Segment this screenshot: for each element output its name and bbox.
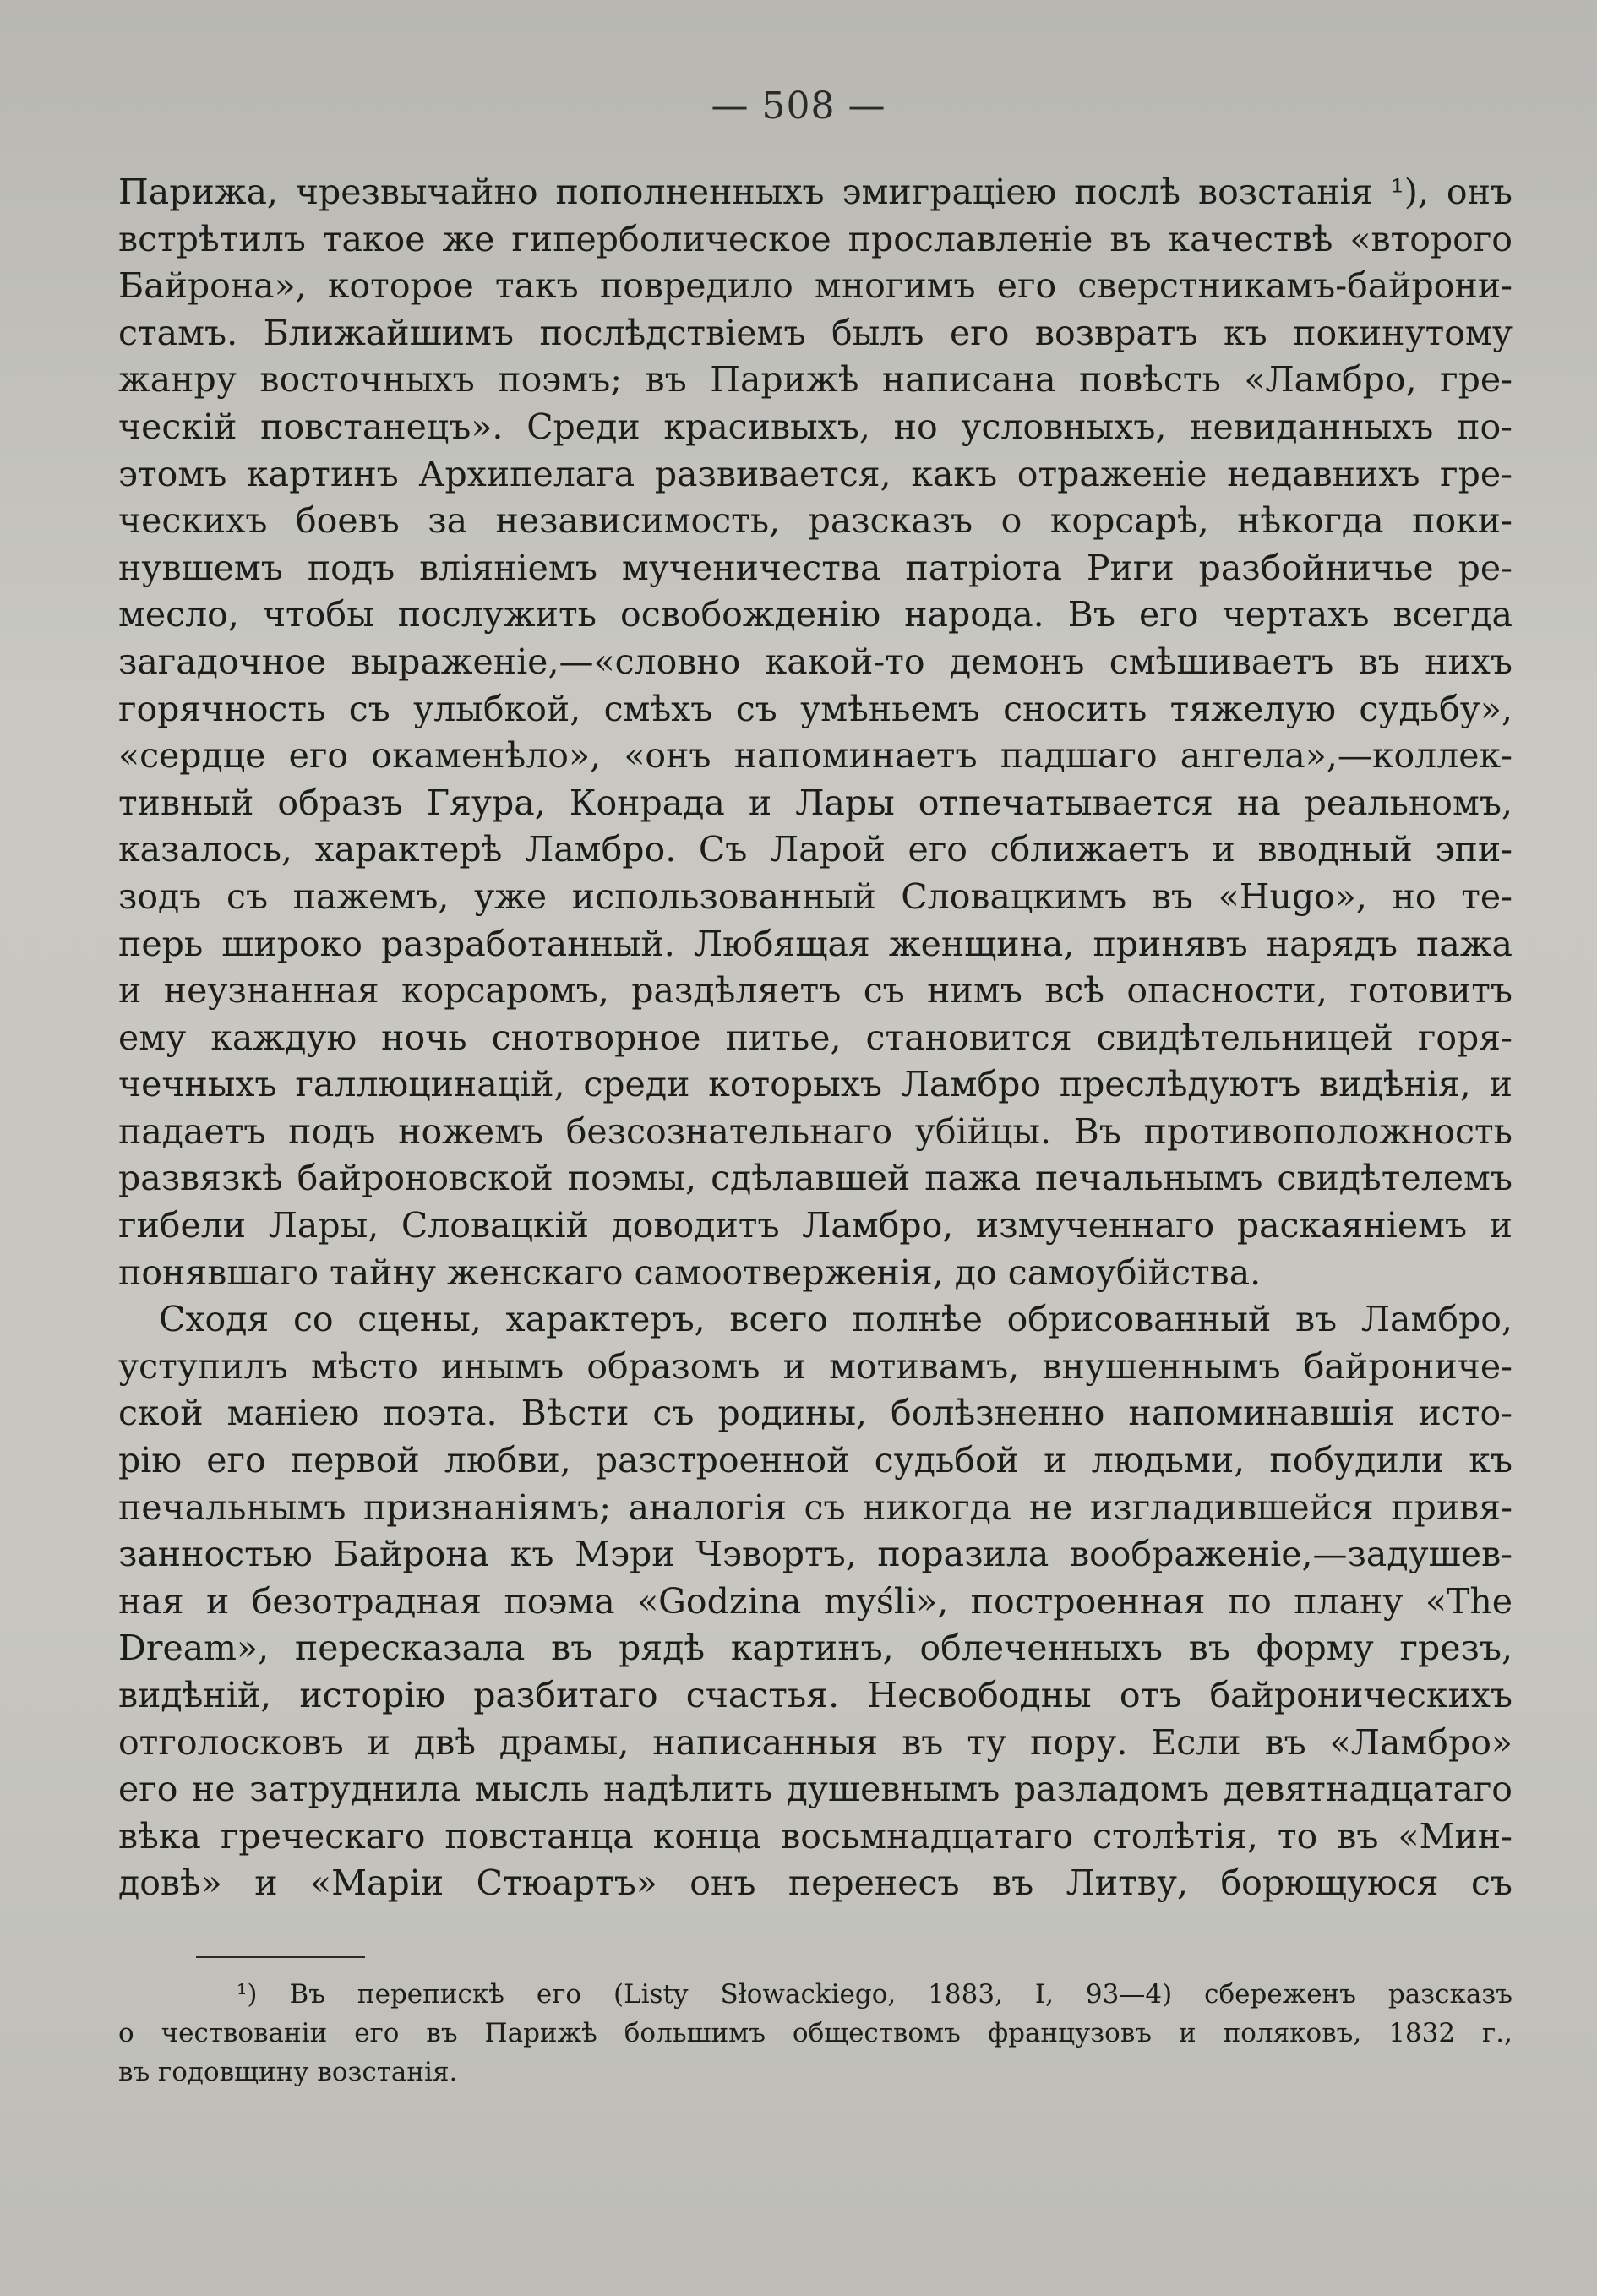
footnote-line: ¹) Въ перепискѣ его (Listy Słowackiego, 1883, I, 93—4) сбереженъ разсказъ [237, 1979, 1513, 2010]
text-line: загадочное выраженiе,—«словно какой-то демонъ смѣшиваетъ въ нихъ [118, 641, 1513, 682]
text-line: «сердце его окаменѣло», «онъ напоминаетъ падшаго ангела»,—коллек- [118, 735, 1513, 777]
text-line: падаетъ подъ ножемъ безсознательнаго убiйцы. Въ противоположность [118, 1110, 1513, 1152]
text-line: вѣка греческаго повстанца конца восьмнадцатаго столѣтiя, то въ «Мин- [118, 1815, 1513, 1857]
text-line: месло, чтобы послужить освобожденiю народа. Въ его чертахъ всегда [118, 594, 1513, 635]
footnote-divider [196, 1956, 365, 1958]
text-line: довѣ» и «Марiи Стюартъ» онъ перенесъ въ Литву, борющуюся съ [118, 1862, 1513, 1904]
text-line: занностью Байрона къ Мэри Чэвортъ, поразила воображенiе,—задушев- [118, 1534, 1513, 1575]
paragraph-end-line: понявшаго тайну женскаго самоотверженiя, до самоубiйства. [118, 1252, 1262, 1293]
text-line: тивный образъ Гяура, Конрада и Лары отпечатывается на реальномъ, [118, 782, 1513, 823]
text-line: ческiй повстанецъ». Среди красивыхъ, но условныхъ, невиданныхъ по- [118, 406, 1513, 447]
body-text [118, 169, 1513, 1907]
text-line: отголосковъ и двѣ драмы, написанныя въ ту пору. Если въ «Ламбро» [118, 1721, 1513, 1763]
text-line: чечныхъ галлюцинацiй, среди которыхъ Ламбро преслѣдуютъ видѣнiя, и [118, 1064, 1513, 1105]
footnote-line: о чествованiи его въ Парижѣ большимъ обществомъ французовъ и поляковъ, 1832 г., [118, 2018, 1513, 2048]
text-line: зодъ съ пажемъ, уже использованный Словацкимъ въ «Hugo», но те- [118, 875, 1513, 917]
text-line: ему каждую ночь снотворное питье, становится свидѣтельницей горя- [118, 1017, 1513, 1058]
text-line: ской манiею поэта. Вѣсти съ родины, болѣзненно напоминавшiя исто- [118, 1393, 1513, 1434]
text-line: казалось, характерѣ Ламбро. Съ Ларой его сближаетъ и вводный эпи- [118, 829, 1513, 870]
page-number: — 508 — [711, 85, 886, 128]
text-line: этомъ картинъ Архипелага развивается, какъ отраженiе недавнихъ гре- [118, 453, 1513, 494]
text-line: встрѣтилъ такое же гиперболическое прославленiе въ качествѣ «второго [118, 218, 1513, 259]
text-line: гибели Лары, Словацкiй доводитъ Ламбро, измученнаго раскаянiемъ и [118, 1205, 1513, 1246]
text-line: ческихъ боевъ за независимость, разсказъ о корсарѣ, нѣкогда поки- [118, 500, 1513, 542]
text-line: Парижа, чрезвычайно пополненныхъ эмиграцiею послѣ возстанiя ¹), онъ [118, 172, 1513, 212]
text-line: ная и безотрадная поэма «Godzina myśli», построенная по плану «The [118, 1580, 1513, 1622]
text-line: горячность съ улыбкой, смѣхъ съ умѣньемъ сносить тяжелую судьбу», [118, 688, 1513, 729]
footnotes [118, 1975, 1513, 2091]
text-line: печальнымъ признанiямъ; аналогiя съ никогда не изгладившейся привя- [118, 1486, 1513, 1528]
text-line: видѣнiй, исторiю разбитаго счастья. Несвободны отъ байроническихъ [118, 1675, 1513, 1715]
text-line: Dream», пересказала въ рядѣ картинъ, облеченныхъ въ форму грезъ, [118, 1628, 1513, 1669]
text-line: Байрона», которое такъ повредило многимъ его сверстникамъ-байрони- [118, 265, 1513, 307]
text-line: перь широко разработанный. Любящая женщина, принявъ нарядъ пажа [118, 923, 1513, 964]
text-line: и неузнанная корсаромъ, раздѣляетъ съ нимъ всѣ опасности, готовитъ [118, 970, 1513, 1012]
text-line: рiю его первой любви, разстроенной судьбой и людьми, побудили къ [118, 1440, 1513, 1481]
footnote-line: въ годовщину возстанiя. [118, 2057, 458, 2087]
text-line: развязкѣ байроновской поэмы, сдѣлавшей пажа печальнымъ свидѣтелемъ [118, 1158, 1513, 1199]
text-line: уступилъ мѣсто инымъ образомъ и мотивамъ, внушеннымъ байрониче- [118, 1345, 1513, 1387]
text-line: жанру восточныхъ поэмъ; въ Парижѣ написана повѣсть «Ламбро, гре- [118, 359, 1513, 401]
text-line: стамъ. Ближайшимъ послѣдствiемъ былъ его возвратъ къ покинутому [118, 312, 1513, 353]
text-line: нувшемъ подъ влiянiемъ мученичества патрiота Риги разбойничье ре- [118, 547, 1513, 588]
paragraph-start-line: Сходя со сцены, характеръ, всего полнѣе обрисованный въ Ламбро, [159, 1299, 1513, 1340]
text-line: его не затруднила мысль надѣлить душевнымъ разладомъ девятнадцатаго [118, 1769, 1513, 1810]
